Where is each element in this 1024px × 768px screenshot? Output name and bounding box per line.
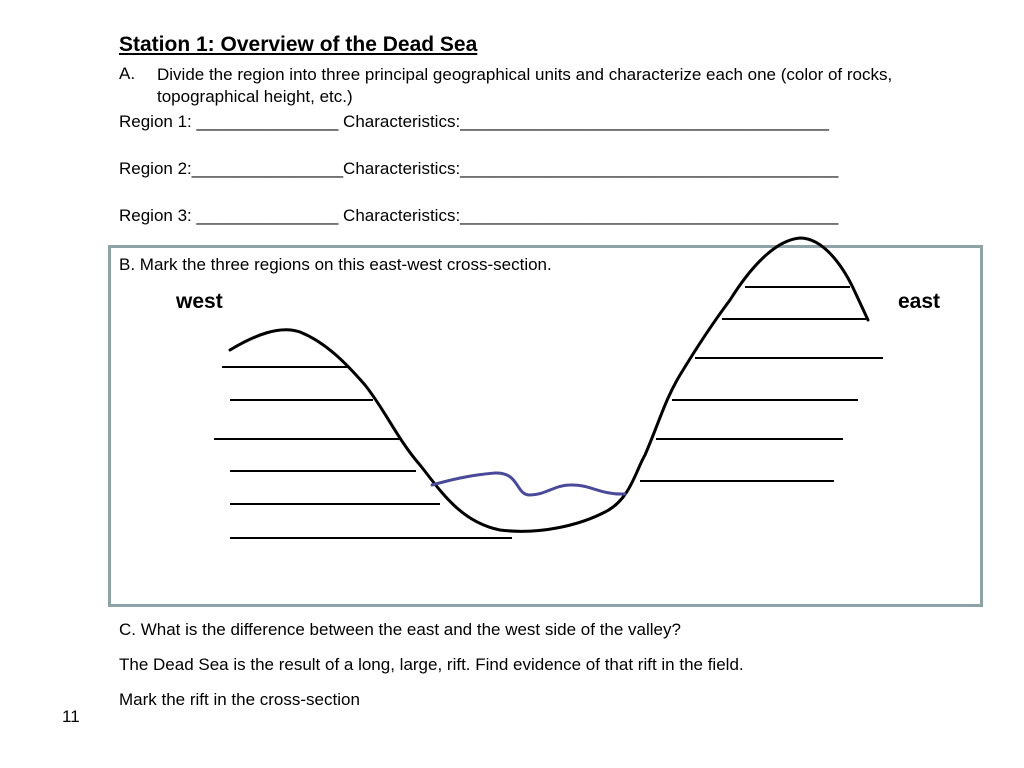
west-label: west <box>176 290 223 313</box>
part-a-letter: A. <box>119 64 136 83</box>
rift-instructions: The Dead Sea is the result of a long, large, rift. Find evidence of that rift in the field. <box>119 655 744 674</box>
region-1-line: Region 1: _______________ Characteristics:_______________________________________ <box>119 112 829 131</box>
part-a-instructions: Divide the region into three principal geographical units and characterize each one (color of rocks, topographical height, etc.) <box>157 65 893 106</box>
part-c-question: C. What is the difference between the east and the west side of the valley? <box>119 620 681 639</box>
slide-number: 11 <box>62 707 80 726</box>
region-2-line: Region 2:________________Characteristics:________________________________________ <box>119 159 839 178</box>
rift-mark-instructions: Mark the rift in the cross-section <box>119 690 360 709</box>
east-label: east <box>898 290 941 313</box>
page-title: Station 1: Overview of the Dead Sea <box>119 33 478 56</box>
region-3-line: Region 3: _______________ Characteristics:________________________________________ <box>119 206 839 225</box>
part-b-instructions: B. Mark the three regions on this east-west cross-section. <box>119 255 552 274</box>
cross-section-box <box>108 245 983 607</box>
